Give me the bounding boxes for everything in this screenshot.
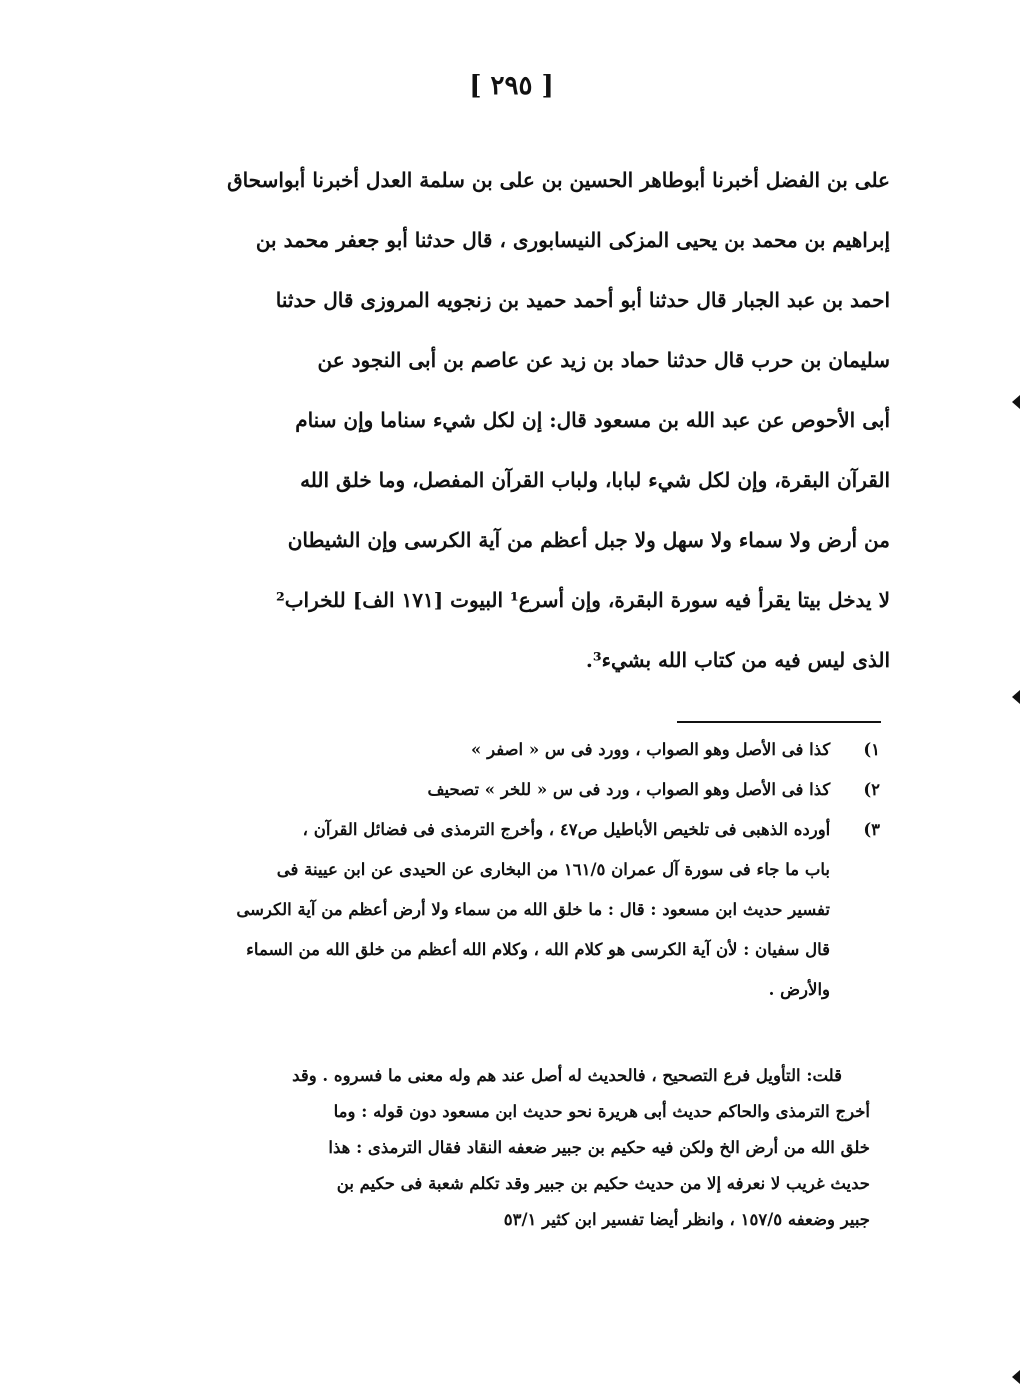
footnote-3-continuation: تفسير حديث ابن مسعود : قال : ما خلق الله من سماء ولا أرض أعظم من آية الكرسى (236, 900, 830, 919)
text-line: لا يدخل بيتا يقرأ فيه سورة البقرة، وإن أسرع¹ البيوت [١٧١ الف] للخراب² (275, 588, 890, 612)
commentary-line: خلق الله من أرض الخ ولكن فيه حكيم بن جبير ضعفه النقاد فقال الترمذى : هذا (328, 1138, 870, 1157)
commentary-line: قلت: التأويل فرع التصحيح ، فالحديث له أصل عند هم وله معنى ما فسروه . وقد (292, 1066, 842, 1085)
footnote-1 (160, 730, 880, 770)
text-line: الذى ليس فيه من كتاب الله بشيء³. (585, 648, 890, 672)
main-text (150, 150, 890, 690)
commentary-line: جبير وضعفه ١٥٧/٥ ، وانظر أيضا تفسير ابن كثير ٥٣/١ (503, 1210, 870, 1229)
commentary-line: أخرج الترمذى والحاكم حديث أبى هريرة نحو حديث ابن مسعود دون قوله : وما (333, 1102, 870, 1121)
footnote-separator (677, 721, 881, 723)
footnotes (160, 730, 880, 1010)
scan-edge-mark (1012, 395, 1020, 409)
page-number: [ ٢٩٥ ] (469, 71, 554, 101)
footnote-3-continuation: والأرض . (768, 980, 830, 999)
text-line: سليمان بن حرب قال حدثنا حماد بن زيد عن عاصم بن أبى النجود عن (317, 348, 890, 372)
text-line: على بن الفضل أخبرنا أبوطاهر الحسين بن على بن سلمة العدل أخبرنا أبواسحاق (227, 168, 890, 192)
text-line: أبى الأحوص عن عبد الله بن مسعود قال: إن لكل شيء سناما وإن سنام (295, 408, 890, 432)
footnote-3 (160, 810, 880, 850)
text-line: القرآن البقرة، وإن لكل شيء لبابا، ولباب القرآن المفصل، وما خلق الله (300, 468, 890, 492)
text-line: من أرض ولا سماء ولا سهل ولا جبل أعظم من آية الكرسى وإن الشيطان (287, 528, 890, 552)
scan-edge-mark (1012, 690, 1020, 704)
scan-edge-mark (1012, 1370, 1020, 1384)
footnote-number: ٢) (863, 780, 880, 799)
footnote-3-continuation: قال سفيان : لأن آية الكرسى هو كلام الله ، وكلام الله أعظم من خلق الله من السماء (246, 940, 830, 959)
text-line: احمد بن عبد الجبار قال حدثنا أبو أحمد حميد بن زنجويه المروزى قال حدثنا (275, 288, 890, 312)
footnote-text: أورده الذهبى فى تلخيص الأباطيل ص٤٧ ، وأخرج الترمذى فى فضائل القرآن ، (302, 820, 831, 839)
text-line: إبراهيم بن محمد بن يحيى المزكى النيسابورى ، قال حدثنا أبو جعفر محمد بن (255, 228, 890, 252)
footnote-text: كذا فى الأصل وهو الصواب ، وورد فى س « اصفر » (471, 740, 831, 759)
footnote-number: ١) (863, 740, 880, 759)
footnote-number: ٣) (863, 820, 880, 839)
footnote-3-continuation: باب ما جاء فى سورة آل عمران ١٦١/٥ من البخارى عن الحيدى عن ابن عيينة فى (276, 860, 830, 879)
footnote-text: كذا فى الأصل وهو الصواب ، ورد فى س « للخر » تصحيف (427, 780, 831, 799)
footnote-2 (160, 770, 880, 810)
commentary-note (160, 1058, 870, 1238)
commentary-line: حديث غريب لا نعرفه إلا من حديث حكيم بن جبير وقد تكلم شعبة فى حكيم بن (336, 1174, 870, 1193)
